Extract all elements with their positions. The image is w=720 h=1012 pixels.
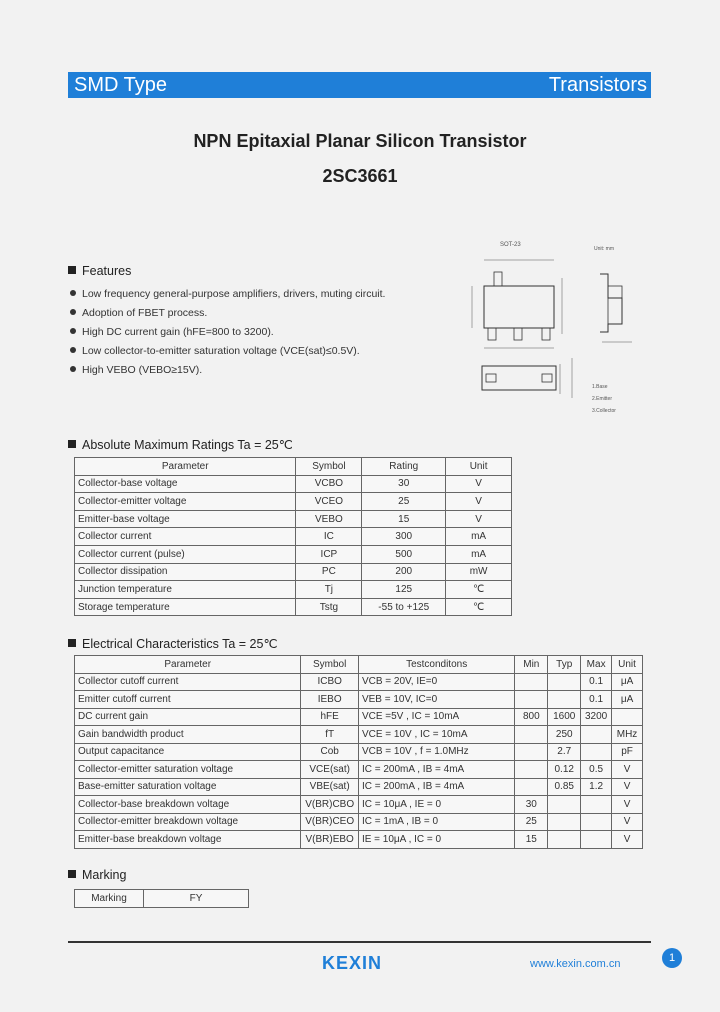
abs-max-table [74, 457, 512, 616]
table-cell: μA [612, 691, 643, 709]
table-cell: VCEO [296, 493, 362, 511]
table-cell: Collector current [75, 528, 296, 546]
table-cell [612, 708, 643, 726]
table-cell: Emitter cutoff current [75, 691, 301, 709]
table-cell: μA [612, 673, 643, 691]
package-name: SOT-23 [500, 242, 521, 248]
square-bullet-icon [68, 440, 76, 448]
table-row [75, 796, 643, 814]
table-cell: 0.1 [581, 673, 612, 691]
table-cell: MHz [612, 726, 643, 744]
table-cell [548, 813, 581, 831]
table-cell: Tj [296, 581, 362, 599]
table-cell: ℃ [446, 598, 512, 616]
table-cell: -55 to +125 [362, 598, 446, 616]
table-row [75, 493, 512, 511]
table-row [75, 778, 643, 796]
table-cell: ICBO [301, 673, 359, 691]
table-cell: hFE [301, 708, 359, 726]
pin-label: 3.Collector [592, 408, 616, 414]
package-outline-drawing [462, 238, 642, 428]
table-cell [581, 743, 612, 761]
table-cell: Emitter-base breakdown voltage [75, 831, 301, 849]
features-list [70, 285, 385, 380]
package-body-top [484, 286, 554, 328]
bullet-icon [70, 347, 76, 353]
table-row [75, 726, 643, 744]
table-cell [548, 673, 581, 691]
table-cell: 25 [362, 493, 446, 511]
bullet-icon [70, 328, 76, 334]
table-cell [581, 726, 612, 744]
marking-label: Marking [75, 890, 144, 908]
table-cell: Collector-base breakdown voltage [75, 796, 301, 814]
table-cell [515, 691, 548, 709]
table-cell: 30 [515, 796, 548, 814]
table-row [75, 691, 643, 709]
table-cell: VEBO [296, 510, 362, 528]
part-number: 2SC3661 [322, 166, 398, 186]
feature-item: Low collector-to-emitter saturation voltage (VCE(sat)≤0.5V). [70, 342, 385, 361]
table-cell: IC = 200mA , IB = 4mA [358, 778, 514, 796]
table-cell: 0.5 [581, 761, 612, 779]
table-cell: V [612, 813, 643, 831]
table-cell: V [446, 475, 512, 493]
electrical-characteristics-table [74, 655, 643, 849]
table-row [75, 831, 643, 849]
table-cell: IEBO [301, 691, 359, 709]
table-cell [515, 673, 548, 691]
package-unit: Unit: mm [594, 246, 614, 252]
table-cell: mW [446, 563, 512, 581]
table-cell: Output capacitance [75, 743, 301, 761]
table-cell: 0.85 [548, 778, 581, 796]
bullet-icon [70, 366, 76, 372]
features-heading: Features [68, 264, 131, 278]
header-type: Transistors [548, 74, 647, 96]
table-cell: V [612, 778, 643, 796]
table-cell: DC current gain [75, 708, 301, 726]
table-cell: Junction temperature [75, 581, 296, 599]
table-cell [515, 726, 548, 744]
table-cell: VCE(sat) [301, 761, 359, 779]
table-row [75, 673, 643, 691]
marking-table [74, 889, 249, 908]
footer-divider [68, 941, 651, 943]
table-cell: V(BR)CEO [301, 813, 359, 831]
table-header-row: Parameter Symbol Testconditons Min Typ Max Unit [75, 656, 643, 674]
table-cell: V [612, 831, 643, 849]
table-cell: Collector-emitter breakdown voltage [75, 813, 301, 831]
table-cell: 30 [362, 475, 446, 493]
table-cell [515, 743, 548, 761]
page-number: 1 [662, 948, 682, 968]
company-logo: KEXIN [322, 953, 383, 973]
table-cell: VCB = 20V, IE=0 [358, 673, 514, 691]
abs-max-heading: Absolute Maximum Ratings Ta = 25℃ [68, 437, 293, 452]
table-cell: V [612, 796, 643, 814]
table-cell [515, 761, 548, 779]
table-cell: V [446, 510, 512, 528]
table-cell: VBE(sat) [301, 778, 359, 796]
table-cell: VCB = 10V , f = 1.0MHz [358, 743, 514, 761]
table-row [75, 813, 643, 831]
pin-label: 1.Base [592, 384, 608, 390]
table-cell: 800 [515, 708, 548, 726]
table-cell: 0.1 [581, 691, 612, 709]
table-cell: VCE = 10V , IC = 10mA [358, 726, 514, 744]
table-cell: Gain bandwidth product [75, 726, 301, 744]
table-cell: IE = 10μA , IC = 0 [358, 831, 514, 849]
marking-value: FY [144, 890, 249, 908]
pin-label: 2.Emitter [592, 396, 613, 402]
table-cell [581, 796, 612, 814]
header-category: SMD Type [74, 74, 167, 96]
feature-item: High VEBO (VEBO≥15V). [70, 361, 385, 380]
table-row [75, 545, 512, 563]
table-cell: IC = 200mA , IB = 4mA [358, 761, 514, 779]
table-cell: Collector current (pulse) [75, 545, 296, 563]
feature-item: Low frequency general-purpose amplifiers, drivers, muting circuit. [70, 285, 385, 304]
table-row [75, 890, 249, 908]
table-row [75, 761, 643, 779]
table-cell: 15 [515, 831, 548, 849]
square-bullet-icon [68, 266, 76, 274]
table-cell: V(BR)EBO [301, 831, 359, 849]
table-cell [515, 778, 548, 796]
table-cell: IC [296, 528, 362, 546]
table-cell [581, 813, 612, 831]
table-cell: 2.7 [548, 743, 581, 761]
table-cell [548, 831, 581, 849]
table-row [75, 598, 512, 616]
table-cell: 0.12 [548, 761, 581, 779]
table-row [75, 581, 512, 599]
feature-item: High DC current gain (hFE=800 to 3200). [70, 323, 385, 342]
table-cell: Cob [301, 743, 359, 761]
table-cell: IC = 1mA , IB = 0 [358, 813, 514, 831]
table-cell: pF [612, 743, 643, 761]
table-cell: PC [296, 563, 362, 581]
table-row [75, 708, 643, 726]
feature-item: Adoption of FBET process. [70, 304, 385, 323]
table-cell: 15 [362, 510, 446, 528]
table-cell: Collector-emitter saturation voltage [75, 761, 301, 779]
table-row [75, 563, 512, 581]
table-cell: 1600 [548, 708, 581, 726]
table-cell: V(BR)CBO [301, 796, 359, 814]
table-cell: VCBO [296, 475, 362, 493]
table-cell [548, 691, 581, 709]
square-bullet-icon [68, 639, 76, 647]
marking-heading: Marking [68, 868, 126, 882]
table-cell: 3200 [581, 708, 612, 726]
table-cell: Emitter-base voltage [75, 510, 296, 528]
table-cell: Collector-emitter voltage [75, 493, 296, 511]
table-row [75, 475, 512, 493]
elec-heading: Electrical Characteristics Ta = 25℃ [68, 636, 277, 651]
table-row [75, 528, 512, 546]
table-cell: Collector dissipation [75, 563, 296, 581]
table-cell [548, 796, 581, 814]
bullet-icon [70, 290, 76, 296]
table-cell: IC = 10μA , IE = 0 [358, 796, 514, 814]
table-cell: Storage temperature [75, 598, 296, 616]
bullet-icon [70, 309, 76, 315]
table-cell: 25 [515, 813, 548, 831]
table-cell: VEB = 10V, IC=0 [358, 691, 514, 709]
page-title: NPN Epitaxial Planar Silicon Transistor [193, 131, 527, 151]
table-cell: mA [446, 545, 512, 563]
table-cell: 1.2 [581, 778, 612, 796]
table-cell: ICP [296, 545, 362, 563]
table-cell: 125 [362, 581, 446, 599]
header-banner [68, 72, 651, 98]
table-cell: fT [301, 726, 359, 744]
table-row [75, 743, 643, 761]
table-cell: Collector cutoff current [75, 673, 301, 691]
table-cell: 500 [362, 545, 446, 563]
table-cell: V [446, 493, 512, 511]
table-cell: ℃ [446, 581, 512, 599]
table-cell: 200 [362, 563, 446, 581]
table-cell: Tstg [296, 598, 362, 616]
table-cell [581, 831, 612, 849]
company-url-link[interactable]: www.kexin.com.cn [530, 958, 621, 970]
table-cell: 250 [548, 726, 581, 744]
table-row [75, 510, 512, 528]
table-cell: mA [446, 528, 512, 546]
table-cell: Collector-base voltage [75, 475, 296, 493]
table-cell: Base-emitter saturation voltage [75, 778, 301, 796]
square-bullet-icon [68, 870, 76, 878]
table-cell: V [612, 761, 643, 779]
table-cell: 300 [362, 528, 446, 546]
table-cell: VCE =5V , IC = 10mA [358, 708, 514, 726]
table-header-row: Parameter Symbol Rating Unit [75, 458, 512, 476]
